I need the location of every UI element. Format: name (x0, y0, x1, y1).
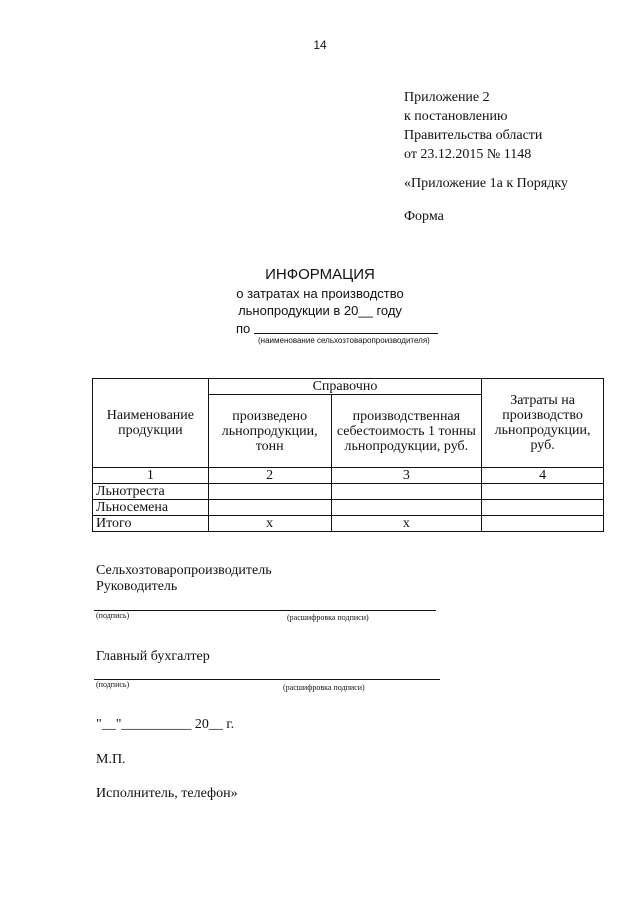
document-title: ИНФОРМАЦИЯ (265, 266, 375, 283)
row-produced (208, 500, 331, 516)
stamp-label: М.П. (96, 752, 126, 767)
row-expenses (482, 516, 604, 532)
annex-line-4: от 23.12.2015 № 1148 (404, 147, 532, 162)
table-row (93, 500, 604, 516)
page-number: 14 (313, 38, 327, 52)
table-column-numbers (93, 468, 604, 484)
accountant-sign-caption: (подпись) (96, 680, 130, 689)
table-row (93, 484, 604, 500)
row-produced: х (208, 516, 331, 532)
head-signature-line (94, 610, 436, 611)
row-produced (208, 484, 331, 500)
row-cost (331, 500, 482, 516)
col-number: 1 (93, 468, 209, 484)
by-label: по (236, 321, 251, 336)
head-label: Руководитель (96, 579, 178, 594)
header-produced: произведено льнопродукции, тонн (208, 395, 331, 468)
costs-table (92, 378, 604, 532)
producer-label: Сельхозтоваропроизводитель (96, 563, 272, 578)
header-name: Наименование продукции (93, 379, 209, 468)
col-number: 3 (331, 468, 482, 484)
row-expenses (482, 484, 604, 500)
row-cost: х (331, 516, 482, 532)
title-line-2: о затратах на производство (236, 286, 404, 301)
annex-line-3: Правительства области (404, 128, 543, 143)
date-line: "__"__________ 20__ г. (96, 717, 235, 732)
row-cost (331, 484, 482, 500)
accountant-signature-line (94, 679, 440, 680)
row-name: Льнотреста (93, 484, 209, 500)
row-name: Итого (93, 516, 209, 532)
row-name: Льносемена (93, 500, 209, 516)
producer-name-line (254, 333, 438, 334)
row-expenses (482, 500, 604, 516)
producer-name-caption: (наименование сельхозтоваропроизводителя) (258, 336, 430, 345)
accountant-decode-caption: (расшифровка подписи) (283, 683, 365, 692)
head-sign-caption: (подпись) (96, 611, 130, 620)
head-decode-caption: (расшифровка подписи) (287, 613, 369, 622)
form-label: Форма (404, 209, 444, 224)
header-expenses: Затраты на производство льнопродукции, руб. (482, 379, 604, 468)
title-line-3: льнопродукции в 20__ году (238, 303, 402, 318)
accountant-label: Главный бухгалтер (96, 649, 210, 664)
executor-label: Исполнитель, телефон» (96, 786, 238, 801)
table-header-row (93, 379, 604, 395)
annex-line-1: Приложение 2 (404, 90, 490, 105)
annex-header (404, 88, 542, 164)
header-group: Справочно (208, 379, 481, 395)
header-cost: производственная себестоимость 1 тонны льнопродукции, руб. (331, 395, 482, 468)
table-row (93, 516, 604, 532)
col-number: 2 (208, 468, 331, 484)
annex-quote-line: «Приложение 1а к Порядку (404, 176, 568, 191)
annex-line-2: к постановлению (404, 109, 508, 124)
col-number: 4 (482, 468, 604, 484)
